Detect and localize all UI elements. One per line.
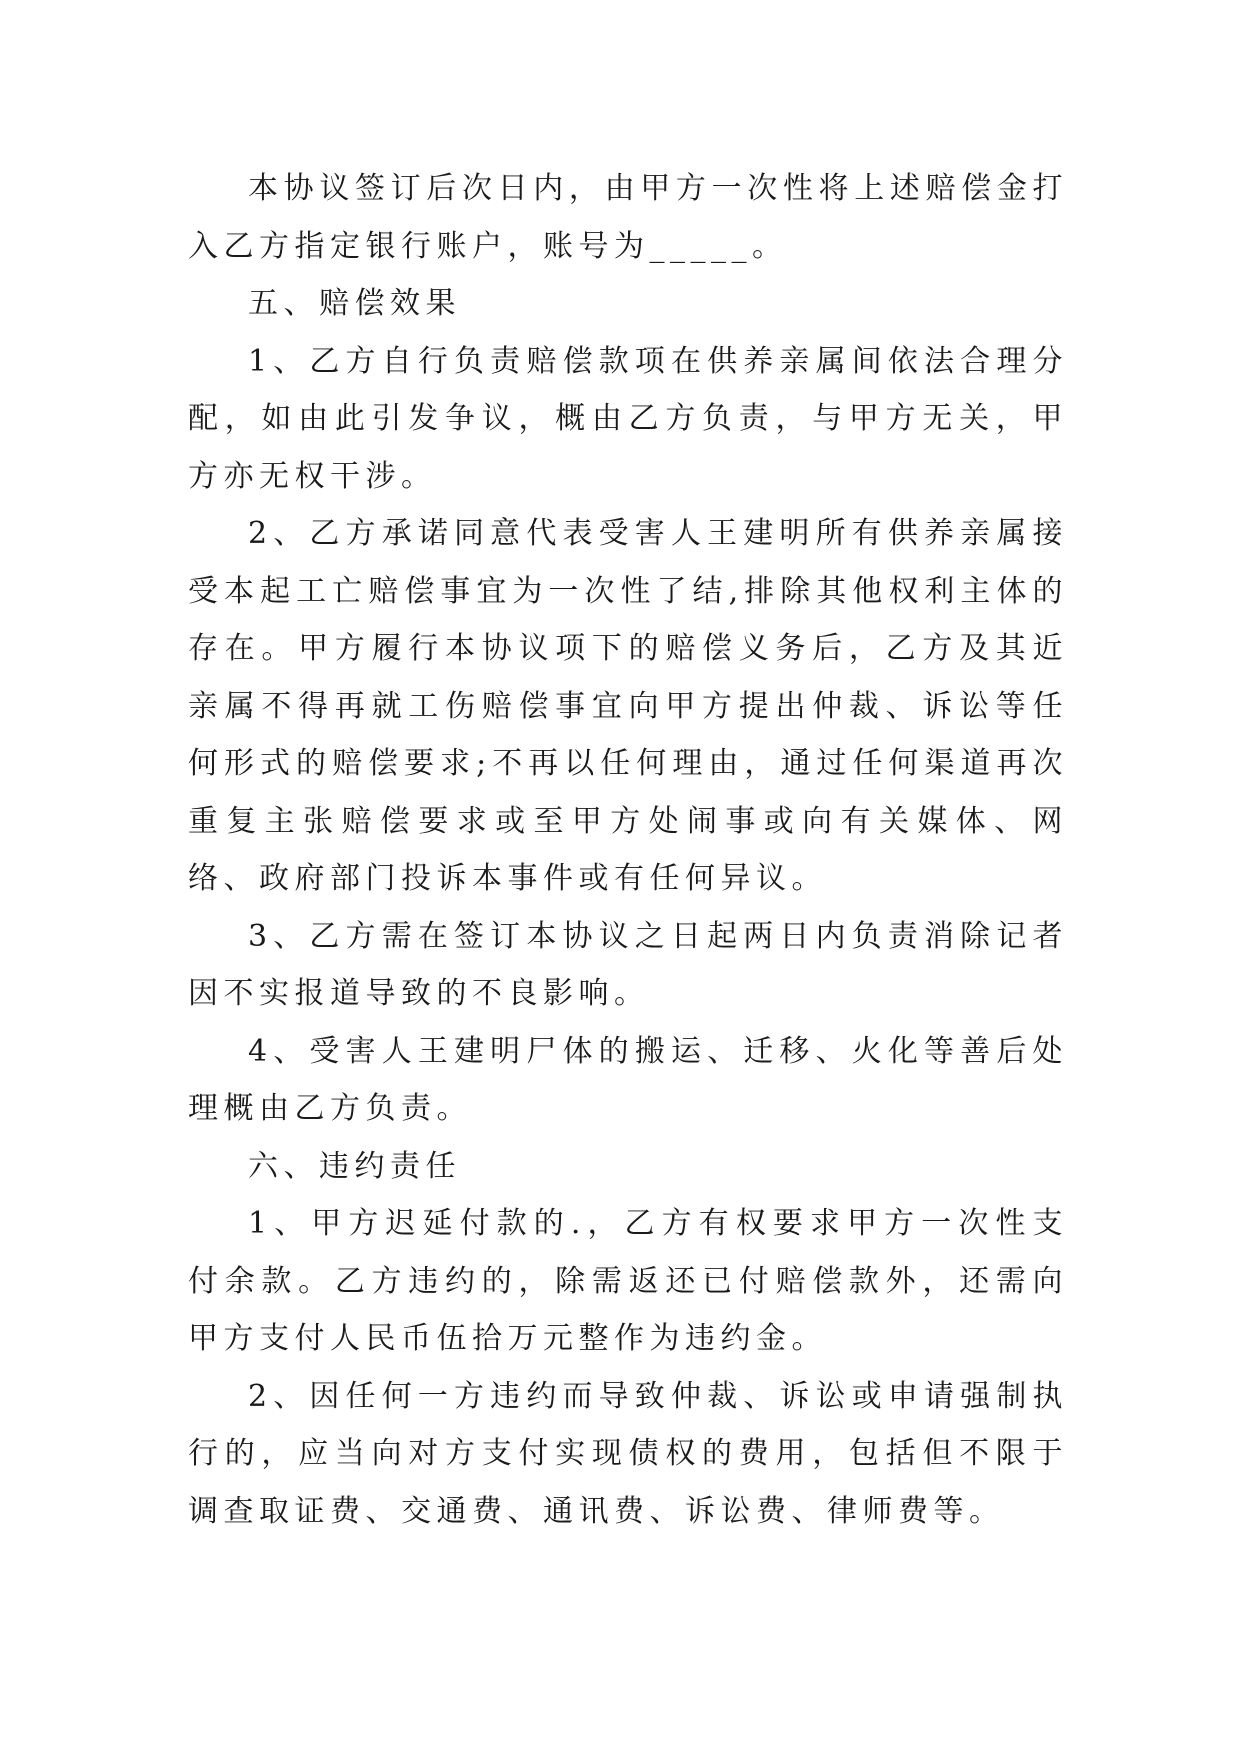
paragraph-payment: 本协议签订后次日内，由甲方一次性将上述赔偿金打入乙方指定银行账户，账号为_____。 <box>188 171 1068 264</box>
paragraph-clause-5-1: 1、乙方自行负责赔偿款项在供养亲属间依法合理分配，如由此引发争议，概由乙方负责，与甲方无关，甲方亦无权干涉。 <box>188 343 1068 494</box>
section-heading-compensation-effect: 五、赔偿效果 <box>248 286 461 321</box>
section-heading-breach-liability: 六、违约责任 <box>248 1148 461 1184</box>
paragraph-clause-5-2: 2、乙方承诺同意代表受害人王建明所有供养亲属接受本起工亡赔偿事宜为一次性了结,排除其他权利主体的存在。甲方履行本协议项下的赔偿义务后，乙方及其近亲属不得再就工伤赔偿事宜向甲方提出仲裁、诉讼等任何形式的赔偿要求;不再以任何理由，通过任何渠道再次重复主张赔偿要求或至甲方处闹事或向有关媒体、网络、政府部门投诉本事件或有任何异议。 <box>188 516 1068 896</box>
paragraph-clause-6-2: 2、因任何一方违约而导致仲裁、诉讼或申请强制执行的，应当向对方支付实现债权的费用，包括但不限于调查取证费、交通费、通讯费、诉讼费、律师费等。 <box>188 1378 1068 1529</box>
paragraph-clause-5-4: 4、受害人王建明尸体的搬运、迁移、火化等善后处理概由乙方负责。 <box>188 1033 1068 1126</box>
paragraph-clause-5-3: 3、乙方需在签订本协议之日起两日内负责消除记者因不实报道导致的不良影响。 <box>188 918 1068 1011</box>
document-body <box>188 160 1068 1540</box>
paragraph-clause-6-1: 1、甲方迟延付款的.，乙方有权要求甲方一次性支付余款。乙方违约的，除需返还已付赔偿款外，还需向甲方支付人民币伍拾万元整作为违约金。 <box>188 1206 1068 1356</box>
